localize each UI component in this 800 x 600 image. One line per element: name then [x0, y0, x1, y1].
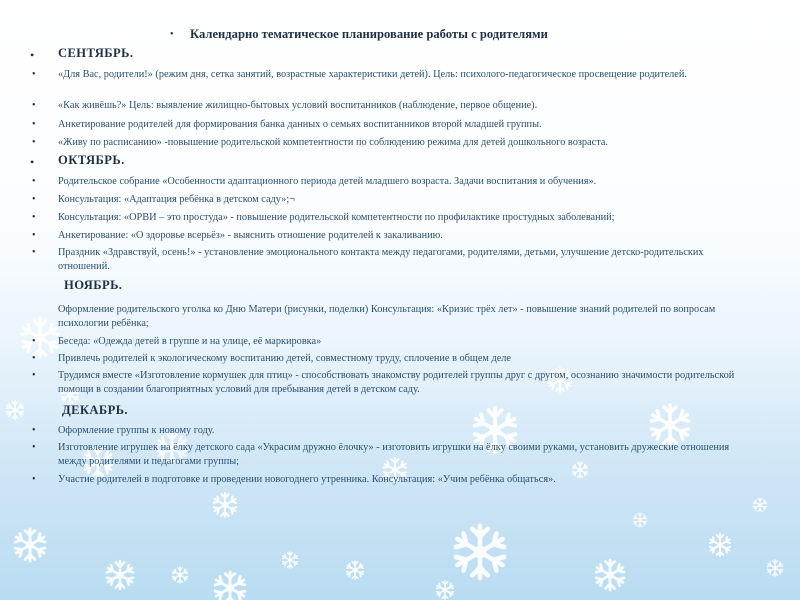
list-item-text: Оформление группы к новому году.: [58, 425, 215, 436]
list-item-text: Трудимся вместе «Изготовление кормушек для птиц» - способствовать знакомству родителей группы друг с другом, осознанию значимости родительской помощи в создании благоприятных условий для пребывания детей в детском саду.: [58, 370, 735, 395]
bullet-icon: •: [32, 353, 36, 364]
bullet-icon: •: [32, 137, 36, 148]
bullet-icon: •: [32, 212, 36, 223]
bullet-icon: •: [32, 194, 36, 205]
list-item-text: Анкетирование: «О здоровье всерьёз» - выяснить отношение родителей к закаливанию.: [58, 230, 443, 241]
list-item-text: Оформление родительского уголка ко Дню Матери (рисунки, поделки) Консультация: «Кризис трёх лет» - повышение знаний родителей по вопросам психологии ребёнка;: [58, 304, 716, 329]
month-heading-text: НОЯБРЬ.: [64, 278, 123, 292]
bullet-icon: •: [32, 442, 36, 453]
list-item-text: «Как живёшь?» Цель: выявление жилищно-бытовых условий воспитанников (наблюдение, первое общение).: [58, 100, 538, 111]
list-item-text: «Для Вас, родители!» (режим дня, сетка занятий, возрастные характеристики детей). Цель: психолого-педагогическое просвещение родителей.: [58, 69, 687, 80]
list-item-text: «Живу по расписанию» -повышение родительской компетентности по соблюдению режима для детей дошкольного возраста.: [58, 137, 608, 148]
month-heading-text: ОКТЯБРЬ.: [58, 153, 125, 167]
list-item-text: Участие родителей в подготовке и проведении новогоднего утренника. Консультация: «Учим ребёнка общаться».: [58, 474, 556, 485]
bullet-icon: •: [32, 425, 36, 436]
bullet-icon: •: [170, 29, 174, 40]
bullet-icon: •: [32, 100, 36, 111]
list-item-text: Консультация: «ОРВИ – это простуда» - повышение родительской компетентности по профилактике простудных заболеваний;: [58, 212, 615, 223]
list-item-text: Родительское собрание «Особенности адаптационного периода детей младшего возраста. Задачи воспитания и обучения».: [58, 176, 597, 187]
list-item-text: Анкетирование родителей для формирования банка данных о семьях воспитанников второй младшей группы.: [58, 119, 542, 130]
month-heading-text: ДЕКАБРЬ.: [62, 403, 128, 417]
bullet-icon: •: [32, 69, 36, 80]
list-item-text: Привлечь родителей к экологическому воспитанию детей, совместному труду, сплочение в общем деле: [58, 353, 512, 364]
bullet-icon: •: [30, 48, 35, 62]
month-heading-text: СЕНТЯБРЬ.: [58, 46, 134, 60]
bullet-icon: •: [32, 336, 36, 347]
bullet-icon: •: [32, 230, 36, 241]
bullet-icon: •: [30, 155, 35, 169]
bullet-icon: •: [32, 247, 36, 258]
list-item-text: Изготовление игрушек на ёлку детского сада «Украсим дружно ёлочку» - изготовить игрушки на ёлку своими руками, установить дружеские отношения между родителями и педагогами группы;: [58, 442, 730, 467]
list-item-text: Праздник «Здравствуй, осень!» - установление эмоционального контакта между педагогами, родителями, детьми, улучшение детско-родительских отношений.: [58, 247, 704, 272]
list-item-text: Беседа: «Одежда детей в группе и на улице, её маркировка»: [58, 336, 322, 347]
list-item-text: Консультация: «Адаптация ребёнка в детском саду»;¬: [58, 194, 295, 205]
bullet-icon: •: [32, 474, 36, 485]
bullet-icon: •: [32, 119, 36, 130]
bullet-icon: •: [32, 370, 36, 381]
bullet-icon: •: [32, 176, 36, 187]
slide-title: Календарно тематическое планирование работы с родителями: [190, 27, 548, 41]
